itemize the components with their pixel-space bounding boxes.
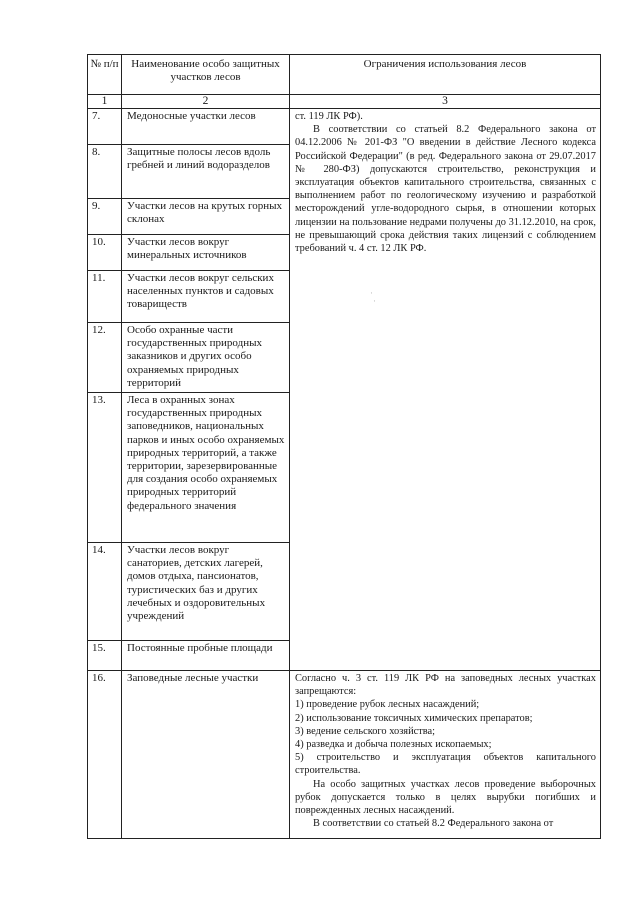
table-header-row [88, 55, 601, 95]
row-name: Участки лесов вокруг минеральных источников [122, 235, 290, 271]
header-name [122, 55, 290, 95]
restriction-text: Согласно ч. 3 ст. 119 ЛК РФ на заповедных лесных участках запрещаются: [295, 673, 596, 698]
restrictions-cell-reserved [290, 671, 601, 839]
row-number: 8. [88, 145, 122, 199]
scan-speck: · [370, 288, 373, 298]
restriction-text: В соответствии со статьей 8.2 Федерального закона от [313, 818, 554, 830]
column-number: 2 [122, 95, 290, 109]
table-row [88, 109, 601, 145]
row-number: 9. [88, 199, 122, 235]
row-name: Участки лесов вокруг санаториев, детских лагерей, домов отдыха, пансионатов, туристических баз и других лечебных и оздоровительных учреждений [122, 543, 290, 641]
row-name: Постоянные пробные площади [122, 641, 290, 671]
row-name: Участки лесов вокруг сельских населенных пунктов и садовых товариществ [122, 271, 290, 323]
row-number: 16. [88, 671, 122, 839]
restriction-item: 5) строительство и эксплуатация объектов капитального строительства. [295, 752, 596, 777]
forest-restrictions-table [87, 54, 601, 839]
header-restrictions-text: Ограничения использования лесов [363, 58, 527, 70]
row-number: 10. [88, 235, 122, 271]
row-name: Защитные полосы лесов вдоль гребней и линий водоразделов [122, 145, 290, 199]
row-number: 13. [88, 393, 122, 543]
column-number: 1 [88, 95, 122, 109]
restriction-item: 3) ведение сельского хозяйства; [295, 725, 436, 737]
row-number: 14. [88, 543, 122, 641]
row-number: 7. [88, 109, 122, 145]
restriction-text: ст. 119 ЛК РФ). [295, 111, 363, 122]
header-number-text: № п/п [90, 58, 119, 70]
row-name: Леса в охранных зонах государственных природных заповедников, национальных парков и иных особо охраняемых природных территорий, а также территории, зарезервированные для создания особо охраняемых природных территорий федерального значения [122, 393, 290, 543]
restriction-text: В соответствии со статьей 8.2 Федерального закона от 04.12.2006 № 201-ФЗ "О введении в действие Лесного кодекса Российской Федерации" (в ред. Федерального закона от 29.07.2017 № 280-ФЗ) допускаются строительство, реконструкция и эксплуатация объектов капитального строительства, связанных с выполнением работ по геологическому изучению и разработкой месторождений угле-водородного сырья, в отношении которых лицензии на пользование недрами получены до 31.12.2010, на срок, не превышающий срока действия таких лицензий с соблюдением требований ч. 4 ст. 12 ЛК РФ. [295, 124, 596, 255]
row-name: Участки лесов на крутых горных склонах [122, 199, 290, 235]
scan-speck: · [373, 296, 376, 306]
row-name: Заповедные лесные участки [122, 671, 290, 839]
row-number: 15. [88, 641, 122, 671]
row-name: Особо охранные части государственных природных заказников и других особо охраняемых природных территорий [122, 323, 290, 393]
header-restrictions [290, 55, 601, 95]
restriction-item: 2) использование токсичных химических препаратов; [295, 712, 533, 724]
table-row [88, 671, 601, 839]
row-number: 12. [88, 323, 122, 393]
column-number-row [88, 95, 601, 109]
restriction-item: 1) проведение рубок лесных насаждений; [295, 699, 480, 711]
restriction-item: 4) разведка и добыча полезных ископаемых; [295, 739, 492, 751]
column-number: 3 [290, 95, 601, 109]
row-name: Медоносные участки лесов [122, 109, 290, 145]
header-number [88, 55, 122, 95]
header-name-text: Наименование особо защитных участков лесов [131, 58, 280, 83]
restriction-text: На особо защитных участках лесов проведение выборочных рубок допускается только в целях вырубки погибших и поврежденных лесных насаждений. [295, 778, 596, 817]
restrictions-cell-shared [290, 109, 601, 671]
row-number: 11. [88, 271, 122, 323]
